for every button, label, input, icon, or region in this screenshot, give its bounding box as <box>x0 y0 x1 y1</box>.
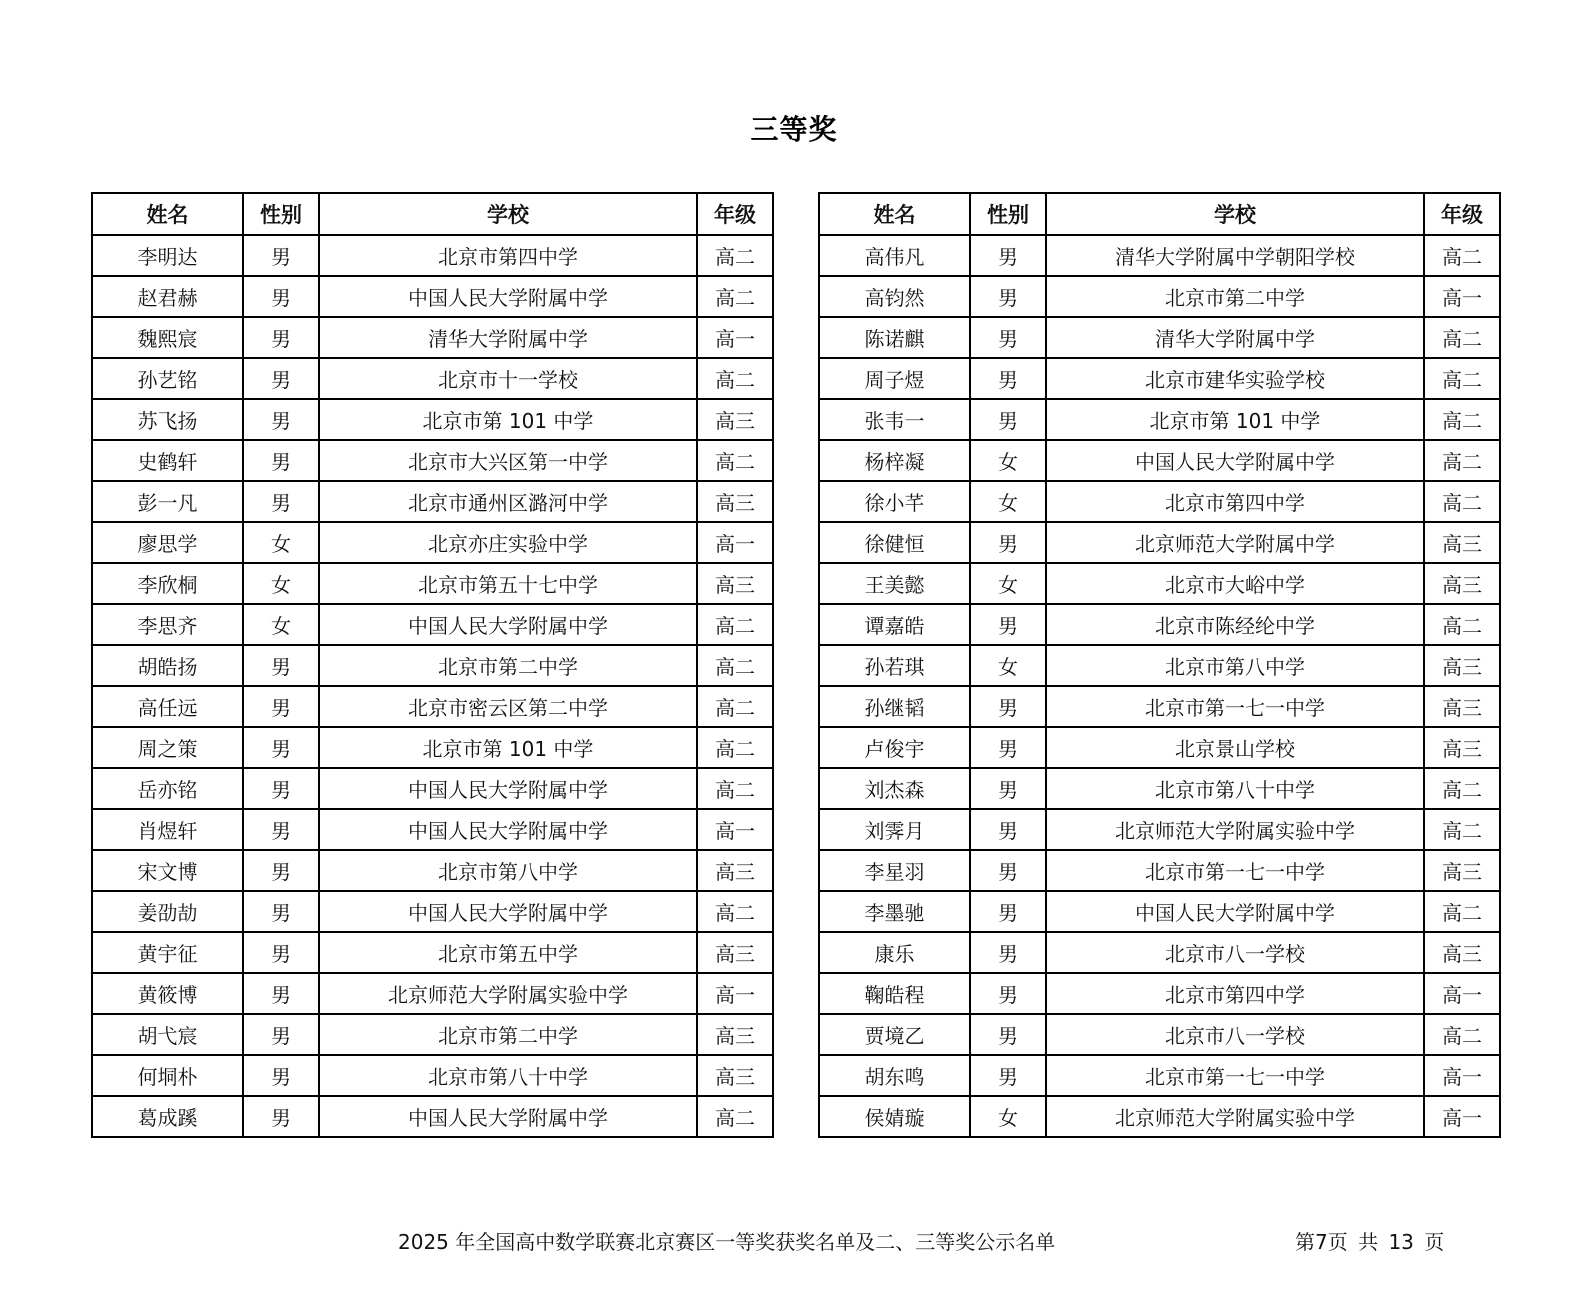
table-row <box>819 235 1500 276</box>
cell-gender: 女 <box>970 1096 1046 1137</box>
cell-name: 徐健恒 <box>819 522 970 563</box>
cell-name: 刘霁月 <box>819 809 970 850</box>
cell-name: 彭一凡 <box>92 481 243 522</box>
cell-name: 黄筱博 <box>92 973 243 1014</box>
table-row <box>819 850 1500 891</box>
column-header-school: 学校 <box>319 193 697 235</box>
cell-grade: 高二 <box>697 645 773 686</box>
cell-grade: 高三 <box>1424 932 1500 973</box>
cell-gender: 男 <box>243 1014 319 1055</box>
table-row <box>92 973 773 1014</box>
cell-grade: 高二 <box>697 727 773 768</box>
cell-school: 北京师范大学附属实验中学 <box>1046 809 1424 850</box>
cell-school: 中国人民大学附属中学 <box>319 1096 697 1137</box>
cell-grade: 高二 <box>1424 809 1500 850</box>
cell-gender: 男 <box>243 891 319 932</box>
cell-school: 北京亦庄实验中学 <box>319 522 697 563</box>
cell-gender: 男 <box>243 317 319 358</box>
cell-grade: 高二 <box>1424 768 1500 809</box>
cell-gender: 男 <box>970 399 1046 440</box>
table-row <box>819 399 1500 440</box>
cell-school: 北京市第 101 中学 <box>319 727 697 768</box>
cell-grade: 高一 <box>1424 1096 1500 1137</box>
table-row <box>92 645 773 686</box>
cell-school: 清华大学附属中学朝阳学校 <box>1046 235 1424 276</box>
table-row <box>819 932 1500 973</box>
table-row <box>92 932 773 973</box>
table-row <box>92 891 773 932</box>
cell-name: 葛成蹊 <box>92 1096 243 1137</box>
table-body-left <box>92 235 773 1137</box>
cell-grade: 高二 <box>697 235 773 276</box>
award-table-left <box>91 192 774 1138</box>
cell-grade: 高二 <box>697 604 773 645</box>
table-row <box>819 1055 1500 1096</box>
cell-gender: 男 <box>243 276 319 317</box>
cell-school: 中国人民大学附属中学 <box>1046 440 1424 481</box>
table-row <box>92 317 773 358</box>
cell-gender: 男 <box>970 768 1046 809</box>
cell-name: 谭嘉皓 <box>819 604 970 645</box>
cell-gender: 男 <box>970 850 1046 891</box>
cell-school: 中国人民大学附属中学 <box>319 604 697 645</box>
cell-school: 中国人民大学附属中学 <box>319 768 697 809</box>
cell-gender: 男 <box>243 358 319 399</box>
cell-name: 胡弋宸 <box>92 1014 243 1055</box>
cell-school: 北京市十一学校 <box>319 358 697 399</box>
cell-grade: 高二 <box>697 891 773 932</box>
cell-grade: 高二 <box>1424 399 1500 440</box>
cell-grade: 高三 <box>697 932 773 973</box>
column-header-name: 姓名 <box>819 193 970 235</box>
table-header-row <box>819 193 1500 235</box>
cell-grade: 高一 <box>1424 1055 1500 1096</box>
column-header-gender: 性别 <box>243 193 319 235</box>
cell-name: 陈诺麒 <box>819 317 970 358</box>
cell-name: 鞠皓程 <box>819 973 970 1014</box>
cell-school: 北京市第二中学 <box>1046 276 1424 317</box>
cell-gender: 男 <box>970 891 1046 932</box>
cell-school: 北京市大峪中学 <box>1046 563 1424 604</box>
cell-grade: 高三 <box>1424 645 1500 686</box>
cell-name: 周子煜 <box>819 358 970 399</box>
cell-grade: 高二 <box>697 358 773 399</box>
cell-school: 北京市第四中学 <box>319 235 697 276</box>
cell-gender: 男 <box>243 727 319 768</box>
cell-school: 北京市第八中学 <box>1046 645 1424 686</box>
cell-grade: 高三 <box>697 481 773 522</box>
table-row <box>92 727 773 768</box>
table-row <box>819 891 1500 932</box>
cell-grade: 高三 <box>697 1014 773 1055</box>
cell-grade: 高一 <box>697 317 773 358</box>
cell-gender: 男 <box>970 727 1046 768</box>
cell-grade: 高一 <box>697 809 773 850</box>
cell-name: 康乐 <box>819 932 970 973</box>
cell-name: 张韦一 <box>819 399 970 440</box>
cell-grade: 高三 <box>1424 522 1500 563</box>
cell-gender: 女 <box>970 563 1046 604</box>
cell-name: 李墨驰 <box>819 891 970 932</box>
cell-gender: 男 <box>970 235 1046 276</box>
table-row <box>92 522 773 563</box>
cell-grade: 高二 <box>1424 481 1500 522</box>
table-row <box>819 358 1500 399</box>
cell-gender: 男 <box>243 973 319 1014</box>
cell-grade: 高三 <box>697 1055 773 1096</box>
cell-gender: 男 <box>970 973 1046 1014</box>
cell-grade: 高三 <box>697 850 773 891</box>
cell-name: 高任远 <box>92 686 243 727</box>
cell-name: 李思齐 <box>92 604 243 645</box>
cell-name: 高伟凡 <box>819 235 970 276</box>
cell-name: 廖思学 <box>92 522 243 563</box>
cell-name: 孙若琪 <box>819 645 970 686</box>
cell-grade: 高三 <box>1424 686 1500 727</box>
cell-grade: 高一 <box>697 973 773 1014</box>
cell-grade: 高三 <box>1424 850 1500 891</box>
cell-gender: 男 <box>243 645 319 686</box>
cell-gender: 男 <box>970 522 1046 563</box>
cell-school: 中国人民大学附属中学 <box>319 809 697 850</box>
cell-gender: 男 <box>243 932 319 973</box>
table-row <box>819 604 1500 645</box>
cell-gender: 男 <box>243 1096 319 1137</box>
cell-school: 北京市通州区潞河中学 <box>319 481 697 522</box>
cell-school: 北京市第一七一中学 <box>1046 686 1424 727</box>
table-row <box>92 235 773 276</box>
cell-name: 赵君赫 <box>92 276 243 317</box>
cell-gender: 男 <box>243 481 319 522</box>
cell-gender: 女 <box>970 645 1046 686</box>
table-row <box>92 809 773 850</box>
cell-gender: 女 <box>243 604 319 645</box>
cell-school: 北京景山学校 <box>1046 727 1424 768</box>
cell-gender: 男 <box>243 1055 319 1096</box>
table-row <box>92 1096 773 1137</box>
cell-school: 北京师范大学附属实验中学 <box>319 973 697 1014</box>
cell-school: 北京市第 101 中学 <box>1046 399 1424 440</box>
cell-gender: 男 <box>970 358 1046 399</box>
footer-document-title: 2025 年全国高中数学联赛北京赛区一等奖获奖名单及二、三等奖公示名单 <box>398 1230 1056 1254</box>
cell-name: 魏熙宸 <box>92 317 243 358</box>
table-row <box>92 686 773 727</box>
table-row <box>819 768 1500 809</box>
cell-gender: 男 <box>970 809 1046 850</box>
cell-name: 苏飞扬 <box>92 399 243 440</box>
cell-name: 李星羽 <box>819 850 970 891</box>
table-row <box>819 563 1500 604</box>
cell-school: 中国人民大学附属中学 <box>1046 891 1424 932</box>
cell-name: 卢俊宇 <box>819 727 970 768</box>
cell-grade: 高一 <box>697 522 773 563</box>
cell-grade: 高二 <box>1424 235 1500 276</box>
cell-name: 孙继韬 <box>819 686 970 727</box>
cell-gender: 男 <box>243 686 319 727</box>
cell-grade: 高二 <box>1424 604 1500 645</box>
cell-gender: 女 <box>970 440 1046 481</box>
table-row <box>92 399 773 440</box>
table-row <box>819 481 1500 522</box>
column-header-grade: 年级 <box>697 193 773 235</box>
cell-school: 北京市第五中学 <box>319 932 697 973</box>
table-row <box>819 809 1500 850</box>
cell-school: 北京市第二中学 <box>319 645 697 686</box>
cell-grade: 高三 <box>697 563 773 604</box>
cell-gender: 男 <box>243 235 319 276</box>
table-header-row <box>92 193 773 235</box>
cell-school: 北京师范大学附属实验中学 <box>1046 1096 1424 1137</box>
cell-name: 岳亦铭 <box>92 768 243 809</box>
cell-grade: 高三 <box>1424 563 1500 604</box>
table-row <box>92 563 773 604</box>
cell-school: 北京市密云区第二中学 <box>319 686 697 727</box>
cell-school: 北京市第一七一中学 <box>1046 850 1424 891</box>
award-table-right <box>818 192 1501 1138</box>
table-row <box>92 440 773 481</box>
cell-gender: 男 <box>970 932 1046 973</box>
table-row <box>92 768 773 809</box>
cell-name: 姜劭劼 <box>92 891 243 932</box>
table-row <box>819 276 1500 317</box>
cell-grade: 高二 <box>1424 358 1500 399</box>
cell-school: 北京市八一学校 <box>1046 932 1424 973</box>
cell-grade: 高二 <box>697 276 773 317</box>
cell-gender: 男 <box>970 1055 1046 1096</box>
cell-name: 徐小芊 <box>819 481 970 522</box>
cell-grade: 高二 <box>697 686 773 727</box>
column-header-school: 学校 <box>1046 193 1424 235</box>
cell-school: 北京市第一七一中学 <box>1046 1055 1424 1096</box>
cell-name: 王美懿 <box>819 563 970 604</box>
table-row <box>92 1055 773 1096</box>
cell-school: 中国人民大学附属中学 <box>319 891 697 932</box>
column-header-grade: 年级 <box>1424 193 1500 235</box>
cell-name: 何垌朴 <box>92 1055 243 1096</box>
cell-name: 胡皓扬 <box>92 645 243 686</box>
cell-gender: 男 <box>243 768 319 809</box>
cell-grade: 高一 <box>1424 973 1500 1014</box>
table-row <box>819 1014 1500 1055</box>
cell-name: 周之策 <box>92 727 243 768</box>
table-row <box>819 440 1500 481</box>
cell-school: 北京市大兴区第一中学 <box>319 440 697 481</box>
cell-school: 北京市建华实验学校 <box>1046 358 1424 399</box>
cell-gender: 女 <box>243 522 319 563</box>
cell-gender: 男 <box>243 399 319 440</box>
table-row <box>819 645 1500 686</box>
cell-gender: 男 <box>970 686 1046 727</box>
cell-gender: 女 <box>243 563 319 604</box>
cell-school: 北京市第二中学 <box>319 1014 697 1055</box>
cell-school: 北京市八一学校 <box>1046 1014 1424 1055</box>
cell-school: 北京市第五十七中学 <box>319 563 697 604</box>
column-header-gender: 性别 <box>970 193 1046 235</box>
cell-grade: 高二 <box>697 440 773 481</box>
table-row <box>819 522 1500 563</box>
column-header-name: 姓名 <box>92 193 243 235</box>
cell-gender: 男 <box>970 604 1046 645</box>
cell-name: 孙艺铭 <box>92 358 243 399</box>
cell-gender: 男 <box>243 809 319 850</box>
cell-school: 清华大学附属中学 <box>319 317 697 358</box>
cell-name: 宋文博 <box>92 850 243 891</box>
cell-school: 北京市第四中学 <box>1046 973 1424 1014</box>
table-row <box>819 686 1500 727</box>
table-row <box>92 358 773 399</box>
cell-name: 侯婧璇 <box>819 1096 970 1137</box>
cell-name: 肖煜轩 <box>92 809 243 850</box>
cell-school: 北京市第八中学 <box>319 850 697 891</box>
table-row <box>819 317 1500 358</box>
table-row <box>819 973 1500 1014</box>
cell-school: 北京市陈经纶中学 <box>1046 604 1424 645</box>
cell-school: 北京市第四中学 <box>1046 481 1424 522</box>
cell-grade: 高二 <box>697 768 773 809</box>
cell-gender: 男 <box>243 850 319 891</box>
cell-grade: 高三 <box>1424 727 1500 768</box>
table-row <box>92 276 773 317</box>
table-row <box>92 481 773 522</box>
cell-name: 李明达 <box>92 235 243 276</box>
table-row <box>92 1014 773 1055</box>
cell-name: 史鹤轩 <box>92 440 243 481</box>
cell-grade: 高一 <box>1424 276 1500 317</box>
cell-name: 李欣桐 <box>92 563 243 604</box>
cell-name: 贾境乙 <box>819 1014 970 1055</box>
cell-gender: 男 <box>970 317 1046 358</box>
cell-name: 刘杰森 <box>819 768 970 809</box>
cell-school: 北京市第 101 中学 <box>319 399 697 440</box>
cell-gender: 男 <box>970 1014 1046 1055</box>
cell-grade: 高三 <box>697 399 773 440</box>
cell-grade: 高二 <box>1424 317 1500 358</box>
cell-name: 胡东鸣 <box>819 1055 970 1096</box>
cell-grade: 高二 <box>1424 440 1500 481</box>
table-row <box>819 1096 1500 1137</box>
footer-page-number: 第7页 共 13 页 <box>1295 1230 1445 1254</box>
table-body-right <box>819 235 1500 1137</box>
table-row <box>819 727 1500 768</box>
cell-name: 高钧然 <box>819 276 970 317</box>
cell-school: 中国人民大学附属中学 <box>319 276 697 317</box>
cell-school: 北京师范大学附属中学 <box>1046 522 1424 563</box>
page-title: 三等奖 <box>750 113 838 146</box>
cell-grade: 高二 <box>1424 1014 1500 1055</box>
cell-school: 清华大学附属中学 <box>1046 317 1424 358</box>
table-row <box>92 604 773 645</box>
cell-name: 杨梓凝 <box>819 440 970 481</box>
table-row <box>92 850 773 891</box>
cell-school: 北京市第八十中学 <box>1046 768 1424 809</box>
cell-grade: 高二 <box>1424 891 1500 932</box>
cell-gender: 男 <box>970 276 1046 317</box>
cell-gender: 女 <box>970 481 1046 522</box>
cell-school: 北京市第八十中学 <box>319 1055 697 1096</box>
cell-name: 黄宇征 <box>92 932 243 973</box>
cell-gender: 男 <box>243 440 319 481</box>
cell-grade: 高二 <box>697 1096 773 1137</box>
